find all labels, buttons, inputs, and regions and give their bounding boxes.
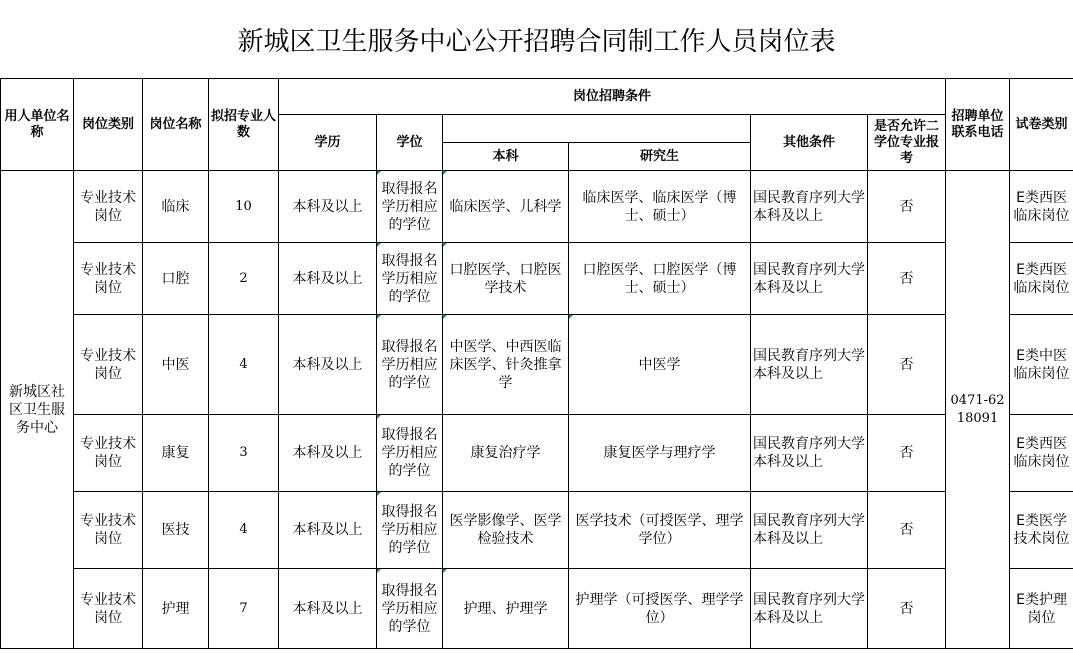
degree-cell: 取得报名学历相应的学位 (377, 569, 443, 649)
table-row (1, 171, 1073, 243)
count-cell: 7 (209, 569, 279, 649)
count-cell: 3 (209, 415, 279, 492)
page-title: 新城区卫生服务中心公开招聘合同制工作人员岗位表 (237, 26, 836, 57)
graduate-cell: 临床医学、临床医学（博士、硕士） (569, 171, 751, 243)
category-cell: 专业技术岗位 (74, 415, 143, 492)
header-unit: 用人单位名称 (1, 79, 74, 171)
category-cell: 专业技术岗位 (74, 243, 143, 315)
degree-cell: 取得报名学历相应的学位 (377, 492, 443, 569)
second-degree-cell: 否 (868, 569, 946, 649)
undergrad-cell: 中医学、中西医临床医学、针灸推拿学 (443, 315, 569, 415)
table-row (1, 569, 1073, 649)
unit-name-cell: 新城区社区卫生服务中心 (1, 171, 74, 649)
count-cell: 2 (209, 243, 279, 315)
graduate-cell: 医学技术（可授医学、理学学位） (569, 492, 751, 569)
position-cell: 口腔 (143, 243, 209, 315)
position-cell: 护理 (143, 569, 209, 649)
second-degree-cell: 否 (868, 171, 946, 243)
undergrad-cell: 临床医学、儿科学 (443, 171, 569, 243)
positions-table (0, 78, 1073, 649)
header-exam: 试卷类别 (1010, 79, 1073, 171)
count-cell: 10 (209, 171, 279, 243)
header-undergrad: 本科 (443, 143, 569, 171)
undergrad-cell: 医学影像学、医学检验技术 (443, 492, 569, 569)
header-count: 拟招专业人数 (209, 79, 279, 171)
exam-cell: E类中医临床岗位 (1010, 315, 1073, 415)
graduate-cell: 中医学 (569, 315, 751, 415)
table-row (1, 492, 1073, 569)
header-position: 岗位名称 (143, 79, 209, 171)
exam-cell: E类护理岗位 (1010, 569, 1073, 649)
undergrad-cell: 康复治疗学 (443, 415, 569, 492)
second-degree-cell: 否 (868, 243, 946, 315)
education-cell: 本科及以上 (279, 315, 377, 415)
header-phone: 招聘单位联系电话 (946, 79, 1010, 171)
undergrad-cell: 护理、护理学 (443, 569, 569, 649)
other-cell: 国民教育序列大学本科及以上 (751, 171, 868, 243)
degree-cell: 取得报名学历相应的学位 (377, 315, 443, 415)
exam-cell: E类西医临床岗位 (1010, 171, 1073, 243)
education-cell: 本科及以上 (279, 171, 377, 243)
table-row (1, 243, 1073, 315)
table-row (1, 315, 1073, 415)
header-graduate: 研究生 (569, 143, 751, 171)
category-cell: 专业技术岗位 (74, 569, 143, 649)
header-second-degree: 是否允许二学位专业报考 (868, 115, 946, 171)
header-education: 学历 (279, 115, 377, 171)
other-cell: 国民教育序列大学本科及以上 (751, 492, 868, 569)
header-degree: 学位 (377, 115, 443, 171)
other-cell: 国民教育序列大学本科及以上 (751, 415, 868, 492)
other-cell: 国民教育序列大学本科及以上 (751, 243, 868, 315)
second-degree-cell: 否 (868, 415, 946, 492)
education-cell: 本科及以上 (279, 492, 377, 569)
category-cell: 专业技术岗位 (74, 315, 143, 415)
category-cell: 专业技术岗位 (74, 171, 143, 243)
undergrad-cell: 口腔医学、口腔医学技术 (443, 243, 569, 315)
position-cell: 康复 (143, 415, 209, 492)
exam-cell: E类西医临床岗位 (1010, 415, 1073, 492)
header-category: 岗位类别 (74, 79, 143, 171)
second-degree-cell: 否 (868, 492, 946, 569)
count-cell: 4 (209, 315, 279, 415)
other-cell: 国民教育序列大学本科及以上 (751, 315, 868, 415)
graduate-cell: 口腔医学、口腔医学（博士、硕士） (569, 243, 751, 315)
table-row (1, 415, 1073, 492)
education-cell: 本科及以上 (279, 243, 377, 315)
education-cell: 本科及以上 (279, 415, 377, 492)
education-cell: 本科及以上 (279, 569, 377, 649)
degree-cell: 取得报名学历相应的学位 (377, 415, 443, 492)
other-cell: 国民教育序列大学本科及以上 (751, 569, 868, 649)
exam-cell: E类西医临床岗位 (1010, 243, 1073, 315)
position-cell: 临床 (143, 171, 209, 243)
position-cell: 医技 (143, 492, 209, 569)
header-major-group (443, 115, 751, 143)
phone-cell: 0471-6218091 (946, 171, 1010, 649)
degree-cell: 取得报名学历相应的学位 (377, 171, 443, 243)
count-cell: 4 (209, 492, 279, 569)
header-conditions: 岗位招聘条件 (279, 79, 946, 115)
graduate-cell: 护理学（可授医学、理学学位） (569, 569, 751, 649)
position-cell: 中医 (143, 315, 209, 415)
graduate-cell: 康复医学与理疗学 (569, 415, 751, 492)
header-other: 其他条件 (751, 115, 868, 171)
degree-cell: 取得报名学历相应的学位 (377, 243, 443, 315)
second-degree-cell: 否 (868, 315, 946, 415)
category-cell: 专业技术岗位 (74, 492, 143, 569)
exam-cell: E类医学技术岗位 (1010, 492, 1073, 569)
